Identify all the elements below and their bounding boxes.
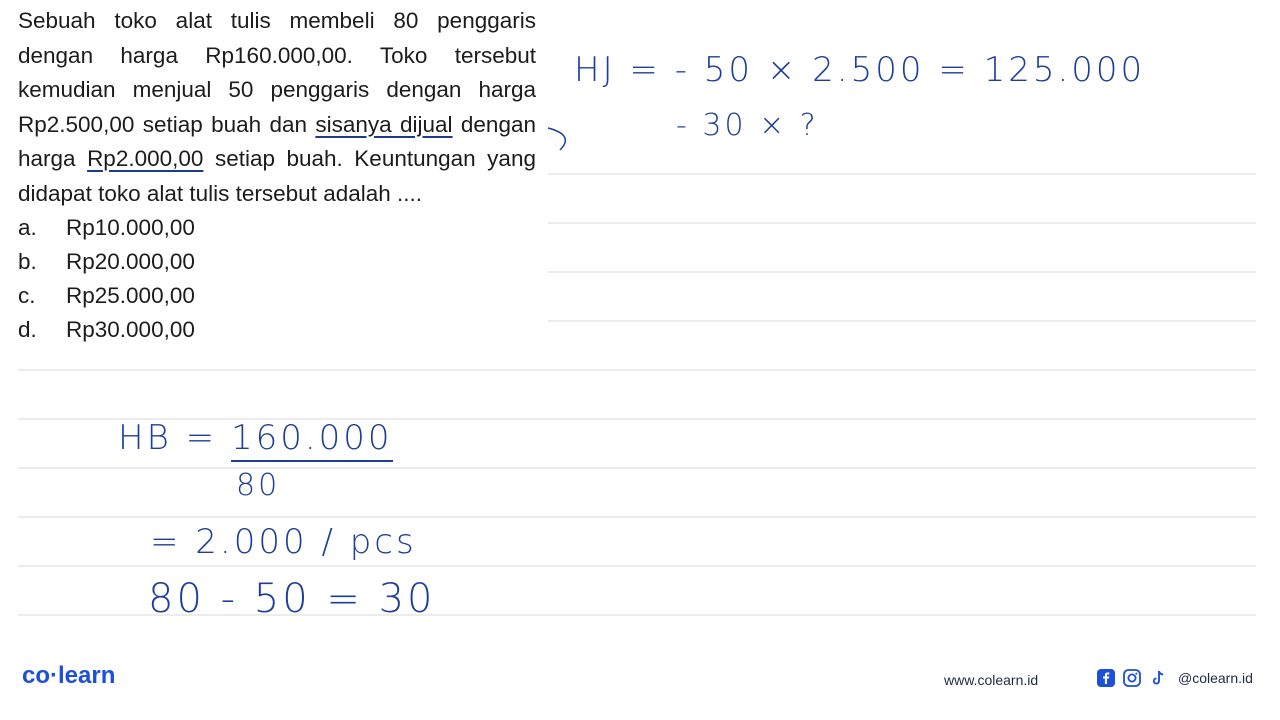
instagram-icon[interactable] xyxy=(1122,668,1142,688)
facebook-icon[interactable] xyxy=(1096,668,1116,688)
tiktok-icon[interactable] xyxy=(1148,668,1168,688)
social-handle[interactable]: @colearn.id xyxy=(1178,670,1253,686)
social-links xyxy=(1096,668,1253,688)
colearn-logo: co·learn xyxy=(22,662,116,689)
handwriting-hj: HJ = - 50 × 2.500 = 125.000 xyxy=(574,50,1146,90)
option-b[interactable]: b. Rp20.000,00 xyxy=(18,248,195,274)
underline-price: Rp2.000,00 xyxy=(87,146,204,171)
handwriting-hj-2: - 30 × ? xyxy=(676,108,819,143)
question-text: Sebuah toko alat tulis membeli 80 penggaris dengan harga Rp160.000,00. Toko tersebut kemudian menjual 50 penggaris dengan harga Rp2.500,00 setiap buah dan sisanya dijual dengan harga Rp2.000,00 setiap buah. Keuntungan yang didapat toko alat tulis tersebut adalah .... xyxy=(18,8,536,206)
hb-numerator: 160.000 xyxy=(231,418,393,462)
website-link[interactable]: www.colearn.id xyxy=(944,672,1039,688)
option-c[interactable]: c. Rp25.000,00 xyxy=(18,282,195,308)
hb-denominator: 80 xyxy=(236,468,281,503)
answer-options xyxy=(18,211,536,347)
problem-statement xyxy=(18,4,536,347)
underline-sisanya: sisanya dijual xyxy=(315,111,453,137)
handwriting-per-pcs: = 2.000 / pcs xyxy=(150,522,417,562)
option-d[interactable]: d. Rp30.000,00 xyxy=(18,316,195,342)
option-a[interactable]: a. Rp10.000,00 xyxy=(18,214,195,240)
handwriting-hb: HB = 160.000 xyxy=(118,418,393,458)
handwriting-diff: 80 - 50 = 30 xyxy=(148,576,436,622)
